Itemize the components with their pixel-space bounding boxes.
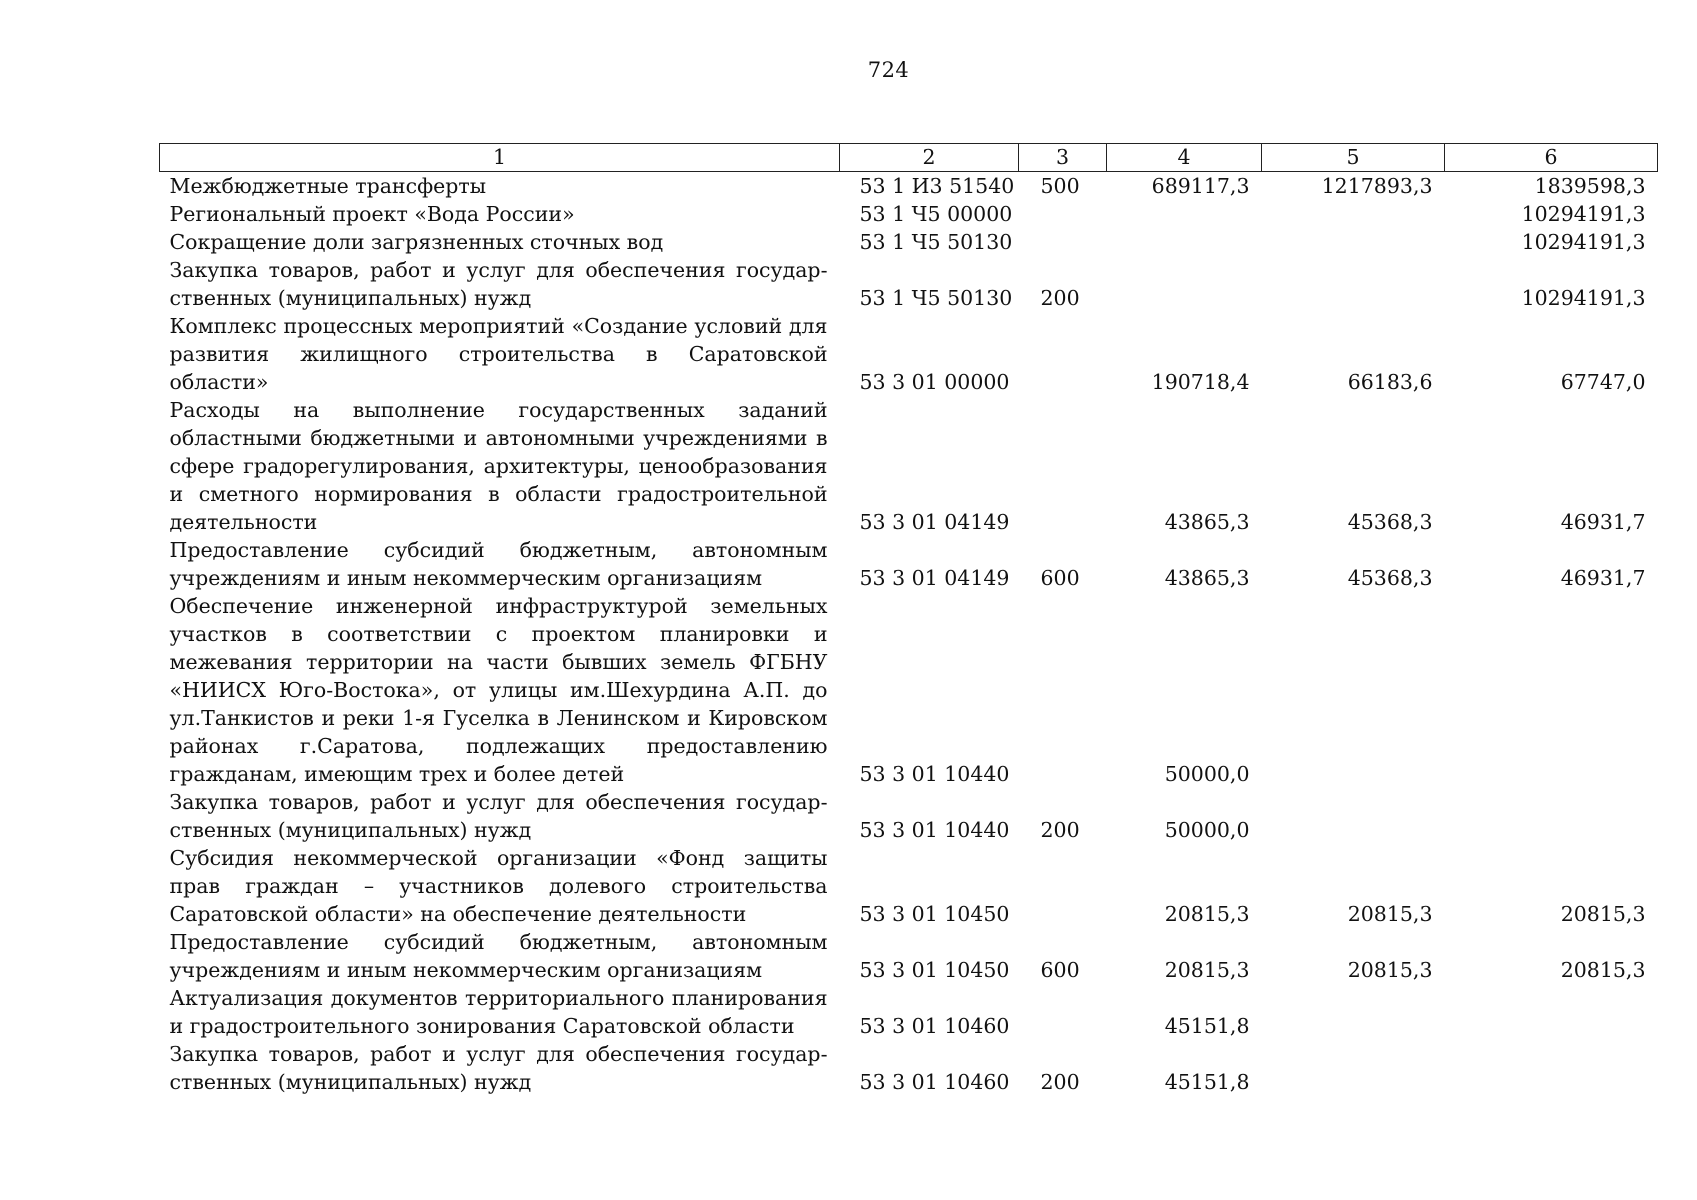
header-col-3: 3 [1019, 144, 1107, 172]
row-value-col4: 43865,3 [1164, 510, 1250, 534]
table-row [160, 928, 1658, 984]
table-row [160, 172, 1658, 201]
row-value-col5 [1262, 200, 1445, 228]
table-row [160, 396, 1658, 536]
row-expense-type [1019, 396, 1107, 536]
row-value-col5 [1262, 1040, 1445, 1096]
table-row [160, 984, 1658, 1040]
row-code: 53 3 01 00000 [859, 370, 1010, 394]
table-row [160, 1040, 1658, 1096]
row-value-col4 [1107, 228, 1262, 256]
row-code: 53 3 01 10450 [859, 958, 1010, 982]
row-expense-type [1019, 228, 1107, 256]
row-value-col6: 1839598,3 [1534, 174, 1646, 198]
row-value-col4: 689117,3 [1151, 174, 1250, 198]
header-col-4: 4 [1107, 144, 1262, 172]
table-row [160, 256, 1658, 312]
row-value-col6: 10294191,3 [1521, 286, 1646, 310]
row-expense-type: 200 [1040, 1070, 1080, 1094]
row-value-col5 [1262, 788, 1445, 844]
row-expense-type [1019, 592, 1107, 788]
row-value-col4: 45151,8 [1164, 1070, 1250, 1094]
row-expense-type: 200 [1040, 286, 1080, 310]
row-value-col6: 46931,7 [1560, 510, 1646, 534]
row-value-col4: 50000,0 [1164, 818, 1250, 842]
row-name: Субсидия некоммерческой организации «Фонд защиты прав граждан – участников долевого строительства Саратовской области» на обеспечение деятельности [169, 846, 828, 926]
row-value-col4: 50000,0 [1164, 762, 1250, 786]
row-name: Актуализация документов территориального планирования и градостроительного зонирования Саратовской области [169, 986, 828, 1038]
row-expense-type [1019, 984, 1107, 1040]
table-body [160, 172, 1658, 1097]
row-code: 53 3 01 10460 [859, 1014, 1010, 1038]
table-row [160, 536, 1658, 592]
row-value-col4 [1107, 256, 1262, 312]
row-value-col6 [1445, 1040, 1658, 1096]
table-row [160, 312, 1658, 396]
row-value-col5 [1262, 228, 1445, 256]
row-name: Обеспечение инженерной инфраструктурой земельных участков в соответствии с проектом планировки и межевания территории на части бывших земель ФГБНУ «НИИСХ Юго-Востока», от улицы им.Шехурдина А.П. до ул.Танкистов и реки 1-я Гуселка в Ленинском и Кировском районах г.Саратова, подлежащих предоставлению гражданам, имеющим трех и более детей [169, 594, 828, 786]
row-value-col5: 20815,3 [1347, 958, 1433, 982]
row-name: Предоставление субсидий бюджетным, автономным учреждениям и иным некоммерческим организациям [169, 930, 828, 982]
row-value-col5: 20815,3 [1347, 902, 1433, 926]
table-header [160, 144, 1658, 172]
row-name: Закупка товаров, работ и услуг для обеспечения государственных (муниципальных) нужд [169, 790, 828, 842]
row-expense-type [1019, 844, 1107, 928]
row-value-col6: 20815,3 [1560, 902, 1646, 926]
row-name: Закупка товаров, работ и услуг для обеспечения государственных (муниципальных) нужд [169, 1042, 828, 1094]
row-code: 53 3 01 10450 [859, 902, 1010, 926]
row-value-col6: 10294191,3 [1521, 230, 1646, 254]
row-expense-type: 200 [1040, 818, 1080, 842]
row-value-col6 [1445, 788, 1658, 844]
row-value-col6: 10294191,3 [1521, 202, 1646, 226]
table-row [160, 788, 1658, 844]
row-name: Комплекс процессных мероприятий «Создание условий для развития жилищного строительства в Саратовской области» [169, 314, 828, 394]
row-value-col5 [1262, 256, 1445, 312]
row-code: 53 1 Ч5 50130 [859, 286, 1013, 310]
row-value-col5 [1262, 592, 1445, 788]
row-value-col5: 1217893,3 [1321, 174, 1433, 198]
page-number: 724 [867, 58, 910, 82]
row-value-col4: 20815,3 [1164, 902, 1250, 926]
row-value-col4: 45151,8 [1164, 1014, 1250, 1038]
row-value-col6: 46931,7 [1560, 566, 1646, 590]
row-code: 53 1 И3 51540 [859, 174, 1015, 198]
row-expense-type: 600 [1040, 958, 1080, 982]
row-code: 53 3 01 04149 [859, 566, 1010, 590]
row-code: 53 3 01 10440 [859, 762, 1010, 786]
row-name: Закупка товаров, работ и услуг для обеспечения государственных (муниципальных) нужд [169, 258, 828, 310]
table-row [160, 844, 1658, 928]
row-code: 53 3 01 04149 [859, 510, 1010, 534]
row-code: 53 3 01 10440 [859, 818, 1010, 842]
row-value-col4: 43865,3 [1164, 566, 1250, 590]
row-expense-type: 500 [1040, 174, 1080, 198]
row-value-col6: 67747,0 [1560, 370, 1646, 394]
row-value-col5: 66183,6 [1347, 370, 1433, 394]
row-value-col5: 45368,3 [1347, 510, 1433, 534]
row-expense-type [1019, 312, 1107, 396]
row-value-col4: 190718,4 [1151, 370, 1250, 394]
row-name: Предоставление субсидий бюджетным, автономным учреждениям и иным некоммерческим организациям [169, 538, 828, 590]
row-name: Расходы на выполнение государственных заданий областными бюджетными и автономными учреждениями в сфере градорегулирования, архитектуры, ценообразования и сметного нормирования в области градостроительной деятельности [169, 398, 828, 534]
row-value-col5 [1262, 984, 1445, 1040]
budget-table [159, 143, 1658, 1096]
row-code: 53 1 Ч5 50130 [859, 230, 1013, 254]
table-row [160, 228, 1658, 256]
header-col-6: 6 [1445, 144, 1658, 172]
header-col-2: 2 [840, 144, 1019, 172]
row-value-col6 [1445, 984, 1658, 1040]
table-row [160, 200, 1658, 228]
table-row [160, 592, 1658, 788]
header-col-5: 5 [1262, 144, 1445, 172]
row-name: Региональный проект «Вода России» [169, 202, 575, 226]
header-row [160, 144, 1658, 172]
row-value-col6: 20815,3 [1560, 958, 1646, 982]
row-code: 53 1 Ч5 00000 [859, 202, 1013, 226]
row-value-col5: 45368,3 [1347, 566, 1433, 590]
row-name: Межбюджетные трансферты [169, 174, 487, 198]
row-code: 53 3 01 10460 [859, 1070, 1010, 1094]
row-value-col4: 20815,3 [1164, 958, 1250, 982]
row-name: Сокращение доли загрязненных сточных вод [169, 230, 664, 254]
header-col-1: 1 [160, 144, 840, 172]
row-expense-type [1019, 200, 1107, 228]
row-expense-type: 600 [1040, 566, 1080, 590]
row-value-col4 [1107, 200, 1262, 228]
row-value-col6 [1445, 592, 1658, 788]
